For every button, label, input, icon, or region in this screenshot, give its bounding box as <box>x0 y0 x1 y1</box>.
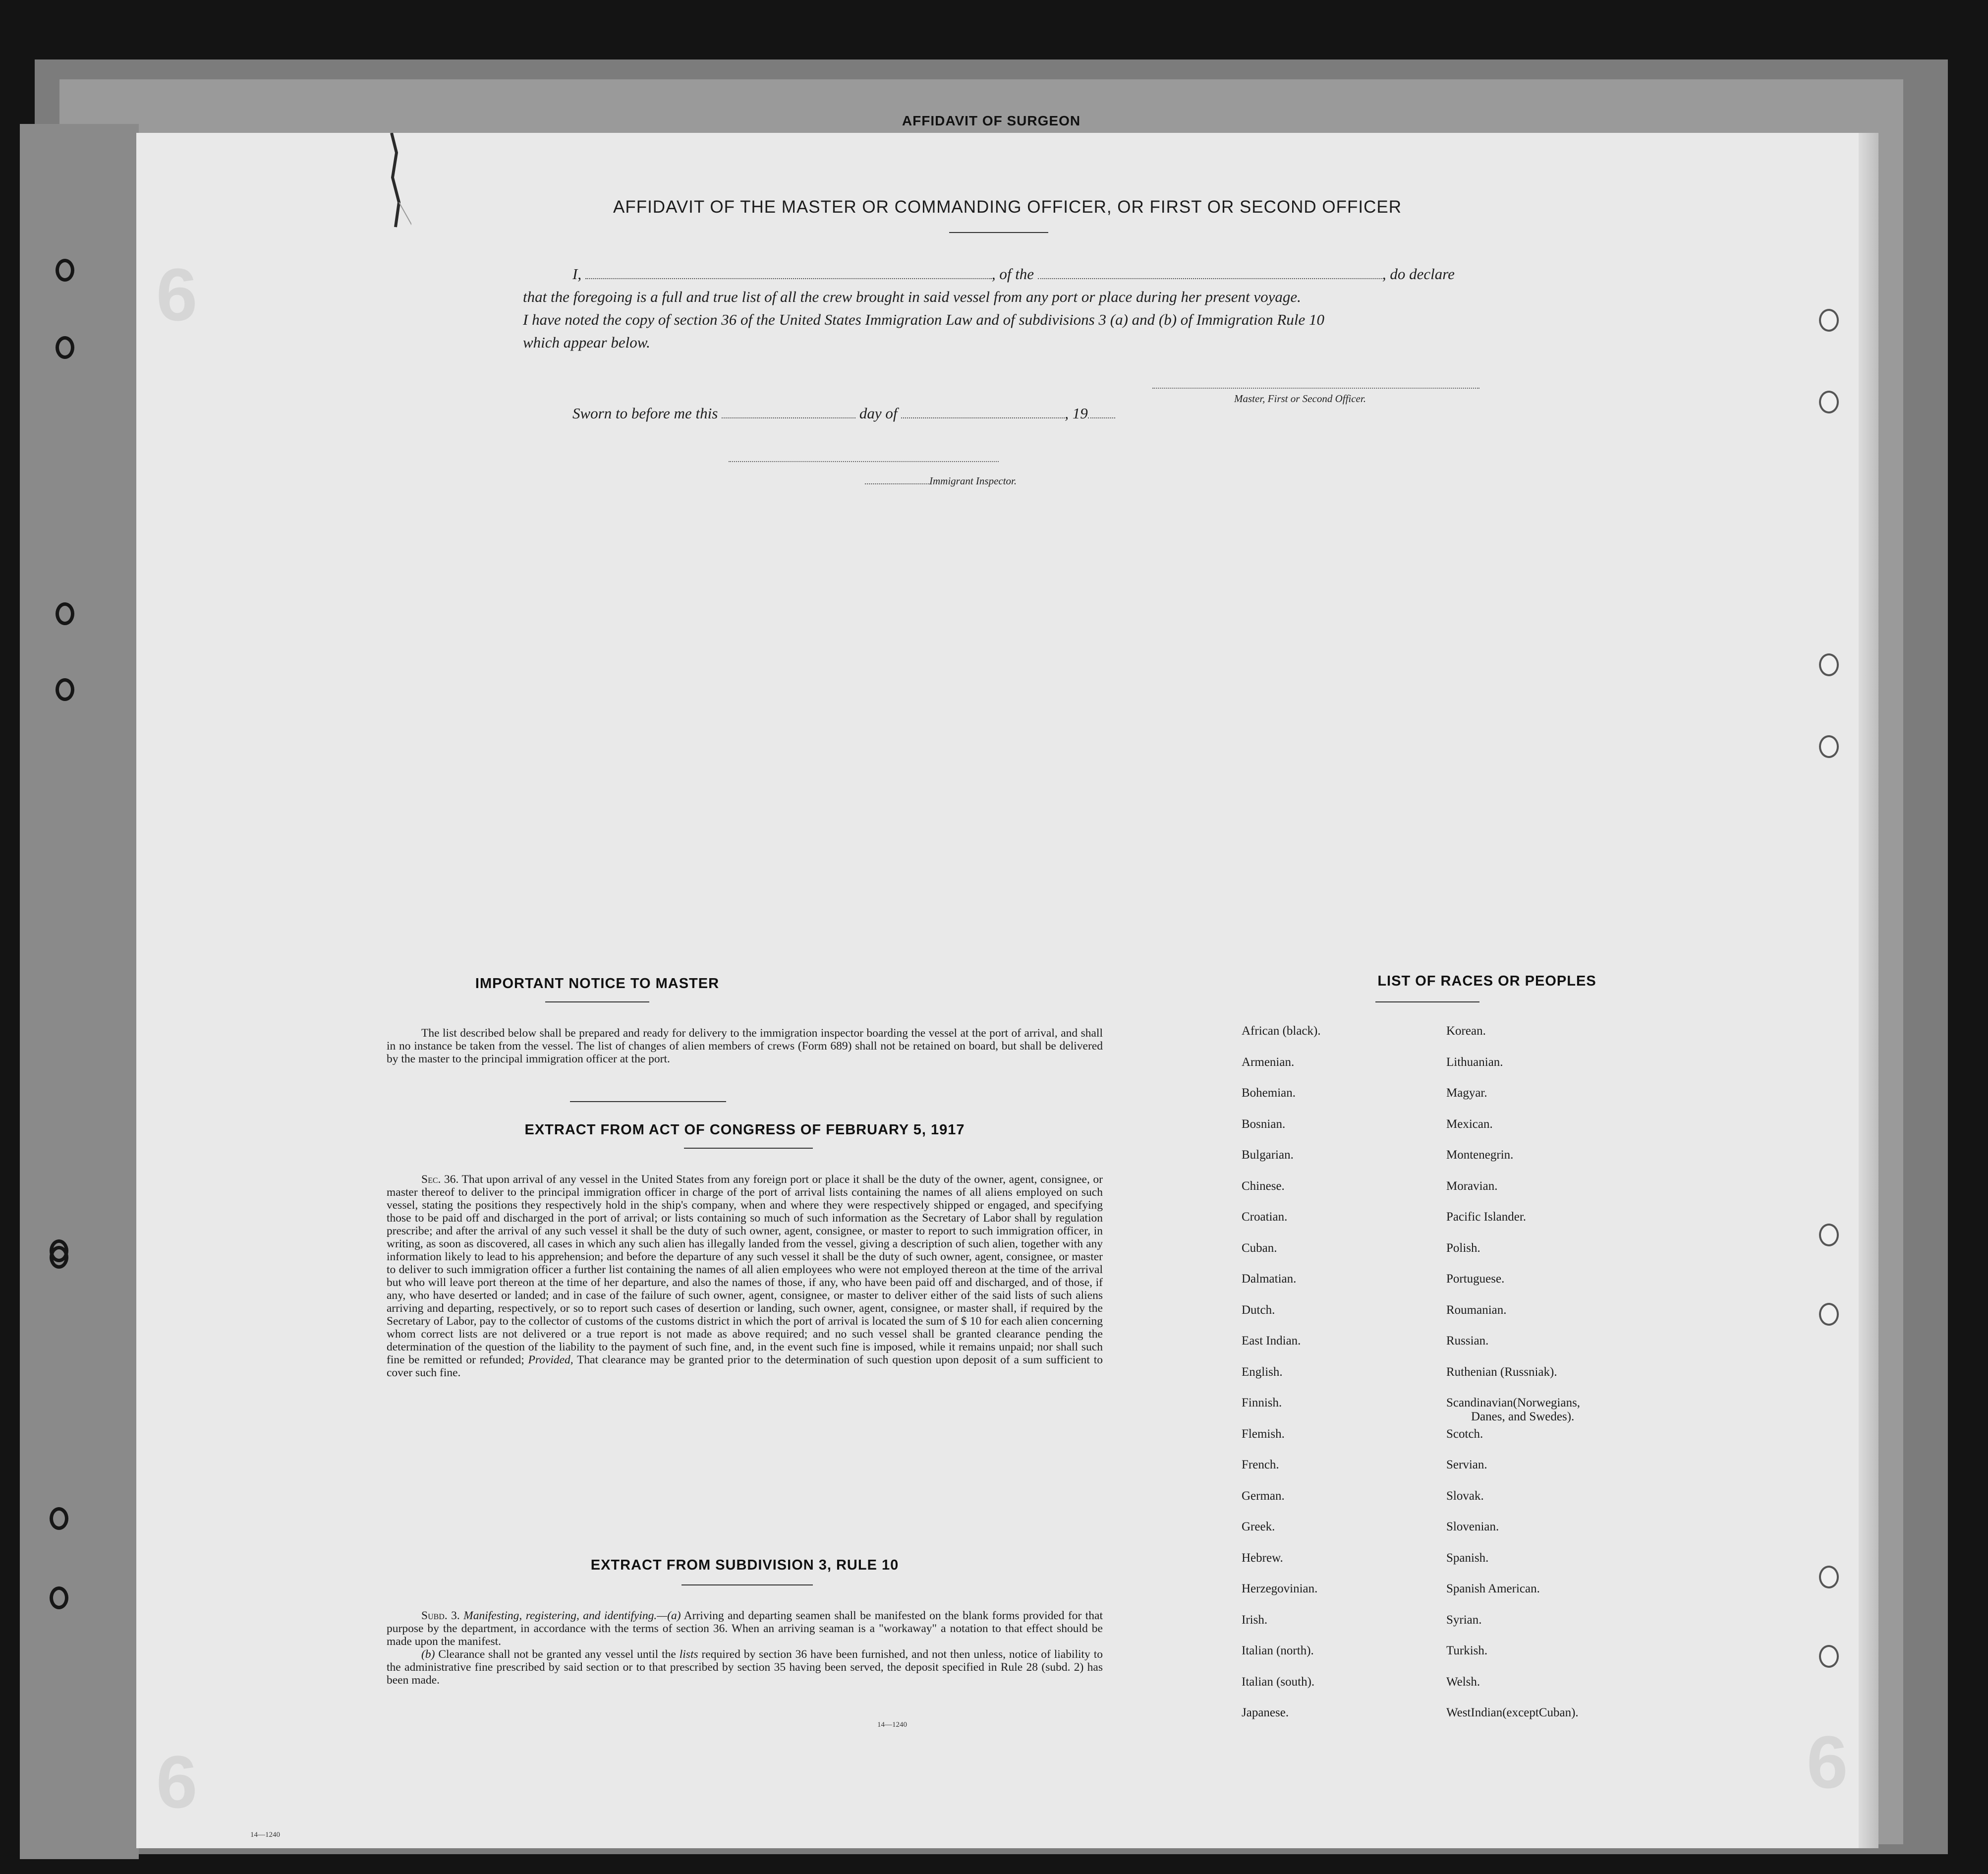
binder-ring-icon <box>56 602 74 625</box>
race-entry: Magyar. <box>1446 1086 1487 1100</box>
officer-signature-line <box>1152 388 1479 389</box>
race-entry: Dutch. <box>1242 1303 1275 1317</box>
race-entry: Scotch. <box>1446 1427 1483 1441</box>
declaration-text <box>523 263 1613 354</box>
act-extract-title: EXTRACT FROM ACT OF CONGRESS OF FEBRUARY 5, 1917 <box>524 1122 965 1138</box>
declaration-line-4: which appear below. <box>523 334 650 351</box>
race-entry: Turkish. <box>1446 1644 1488 1657</box>
sworn-statement <box>572 405 1115 422</box>
punch-hole-icon <box>1819 1303 1839 1326</box>
rule-text-b1: Clearance shall not be granted any vessel until the <box>438 1648 676 1661</box>
race-entry: Cuban. <box>1242 1241 1277 1255</box>
notice-divider <box>570 1101 726 1102</box>
race-entry: Syrian. <box>1446 1613 1482 1627</box>
rule-text-b2: required by section 36 have been furnished, and not then unless, notice of liability to the administrative fine prescribed by said section or to that prescribed by section 35 having been served, the deposit specified in Rule 28 (subd. 2) has been made. <box>387 1648 1103 1687</box>
act-section-body: That upon arrival of any vessel in the United States from any foreign port or place it shall be the duty of the owner, agent, consignee, or master thereof to deliver to the principal immigration officer in charge of the port of arrival lists containing the names of all aliens employed on such vessel, stating the positions they respectively hold in the ship's company, when and where they were respectively shipped or engaged, and specifying those to be paid off and discharged in the port of arrival; or lists containing so much of such information as the Secretary of Labor shall by regulation prescribe; and after the arrival of any such vessel it shall be the duty of such owner, agent, consignee, or master to report to such immigration officer, in writing, as soon as discovered, all cases in which any such alien has illegally landed from the vessel, giving a description of such alien, together with any information likely to lead to his apprehension; and before the departure of any such vessel it shall be the duty of such owner, agent, consignee, or master to deliver to such immigration officer a further list containing the names of all alien employees who were not employed thereon at the time of the arrival but who will leave port thereon at the time of her departure, and also the names of those, if any, who have been paid off and discharged, and of those, if any, who have deserted or landed; and in case of the failure of such owner, agent, consignee, or master to deliver either of the said lists of such aliens arriving and departing, respectively, or so to report such cases of desertion or landing, such owner, agent, consignee, or master shall, if required by the Secretary of Labor, pay to the collector of customs of the customs district in which the port of arrival is located the sum of $ 10 for each alien concerning whom correct lists are not delivered or a true report is not made as above required; and no such vessel shall be granted clearance pending the determination of the question of the liability to the payment of such fine, and, in the event such fine is imposed, while it remains unpaid; nor shall such fine be remitted or refunded; <box>387 1173 1103 1366</box>
race-entry: Herzegovinian. <box>1242 1582 1318 1595</box>
binder-ring-icon <box>50 1246 68 1269</box>
declaration-of-the: , of the <box>991 265 1034 283</box>
race-entry: Spanish American. <box>1446 1582 1540 1595</box>
race-entry: Bulgarian. <box>1242 1148 1294 1162</box>
race-entry: Irish. <box>1242 1613 1268 1627</box>
sworn-day-of: day of <box>859 405 898 422</box>
sworn-month-field <box>901 417 1065 418</box>
races-underline <box>1375 1001 1479 1002</box>
punch-hole-icon <box>1819 735 1839 758</box>
title-underline <box>949 232 1048 233</box>
race-entry: Ruthenian (Russniak). <box>1446 1365 1557 1379</box>
race-entry: Hebrew. <box>1242 1551 1283 1565</box>
rule-extract-title: EXTRACT FROM SUBDIVISION 3, RULE 10 <box>590 1557 899 1573</box>
race-entry: Dalmatian. <box>1242 1272 1297 1286</box>
race-entry: WestIndian(exceptCuban). <box>1446 1706 1579 1719</box>
punch-hole-icon <box>1819 1224 1839 1246</box>
declaration-declare: , do declare <box>1382 265 1455 283</box>
race-entry <box>1446 1396 1580 1427</box>
race-entry: Servian. <box>1446 1458 1487 1471</box>
page-edge <box>1859 133 1878 1848</box>
races-title: LIST OF RACES OR PEOPLES <box>1377 973 1596 989</box>
rule-extract-text <box>387 1609 1103 1687</box>
sworn-year-field <box>1088 417 1115 418</box>
binder-strip <box>20 124 139 1859</box>
act-provided: Provided, <box>528 1353 573 1366</box>
rule-text-a: Arriving and departing seamen shall be manifested on the blank forms provided for that purpose by the department, in accordance with the terms of section 36. When an arriving seaman is a "workaway" a notation to that effect should be made upon the manifest. <box>387 1609 1103 1648</box>
binder-ring-icon <box>56 678 74 701</box>
race-entry: Slovenian. <box>1446 1520 1499 1533</box>
act-extract-underline <box>684 1148 813 1149</box>
inspector-caption-text: Immigrant Inspector. <box>929 475 1017 487</box>
binder-ring-icon <box>56 336 74 359</box>
race-entry-scandinavian: Scandinavian(Norwegians, <box>1446 1396 1581 1409</box>
race-entry: Pacific Islander. <box>1446 1210 1527 1224</box>
race-entry: Lithuanian. <box>1446 1055 1503 1069</box>
race-entry: English. <box>1242 1365 1283 1379</box>
surgeon-affidavit-header: AFFIDAVIT OF SURGEON <box>902 113 1081 128</box>
binder-ring-icon <box>56 259 74 282</box>
race-entry: Roumanian. <box>1446 1303 1507 1317</box>
race-entry: Bosnian. <box>1242 1117 1286 1131</box>
inspector-caption <box>865 475 1017 487</box>
act-extract-text <box>387 1173 1103 1379</box>
punch-hole-icon <box>1819 1566 1839 1588</box>
races-column-1 <box>1242 1024 1321 1737</box>
race-entry: Italian (south). <box>1242 1675 1315 1689</box>
punch-hole-icon <box>1819 309 1839 332</box>
sworn-year: , 19 <box>1065 405 1088 422</box>
race-entry: Bohemian. <box>1242 1086 1296 1100</box>
officer-signature-caption: Master, First or Second Officer. <box>1234 393 1366 405</box>
race-entry: Armenian. <box>1242 1055 1295 1069</box>
race-entry: Italian (north). <box>1242 1644 1314 1657</box>
affidavit-title: AFFIDAVIT OF THE MASTER OR COMMANDING OFFICER, OR FIRST OR SECOND OFFICER <box>613 197 1402 217</box>
bleed-through-digit: 6 <box>1807 1720 1848 1804</box>
act-section-end: That clearance may be granted prior to the determination of such question upon deposit of a sum sufficient to cover such fine. <box>387 1353 1103 1379</box>
race-entry: Chinese. <box>1242 1179 1285 1193</box>
sworn-day-field <box>722 417 855 418</box>
form-number-footer: 14—1240 <box>250 1831 280 1839</box>
race-entry: East Indian. <box>1242 1334 1301 1347</box>
race-entry: Slovak. <box>1446 1489 1484 1503</box>
form-number: 14—1240 <box>877 1721 907 1729</box>
sworn-prefix: Sworn to before me this <box>572 405 718 422</box>
officer-name-field <box>585 278 992 279</box>
declaration-line-3: I have noted the copy of section 36 of the United States Immigration Law and of subdivisions 3 (a) and (b) of Immigration Rule 10 <box>523 311 1324 328</box>
declaration-i: I, <box>572 265 582 283</box>
races-column-2 <box>1446 1024 1580 1737</box>
race-entry: French. <box>1242 1458 1279 1471</box>
vessel-name-field <box>1038 278 1382 279</box>
race-entry: Greek. <box>1242 1520 1275 1533</box>
binder-ring-icon <box>50 1586 68 1609</box>
race-entry: African (black). <box>1242 1024 1321 1038</box>
race-entry: Russian. <box>1446 1334 1489 1347</box>
notice-text <box>387 1027 1103 1065</box>
inspector-dots <box>865 483 929 484</box>
race-entry: Croatian. <box>1242 1210 1288 1224</box>
rule-extract-underline <box>682 1584 813 1585</box>
rule-text-lists: lists <box>679 1648 698 1661</box>
bleed-through-digit: 6 <box>156 1740 198 1823</box>
notice-title: IMPORTANT NOTICE TO MASTER <box>475 976 720 992</box>
race-entry: Korean. <box>1446 1024 1486 1038</box>
race-entry: Montenegrin. <box>1446 1148 1514 1162</box>
race-entry: Welsh. <box>1446 1675 1480 1689</box>
punch-hole-icon <box>1819 391 1839 413</box>
inspector-signature-line <box>729 461 999 462</box>
race-entry: Spanish. <box>1446 1551 1489 1565</box>
race-entry-scandinavian-cont: Danes, and Swedes). <box>1471 1410 1575 1423</box>
race-entry: Japanese. <box>1242 1706 1289 1719</box>
race-entry: Polish. <box>1446 1241 1480 1255</box>
punch-hole-icon <box>1819 653 1839 676</box>
declaration-line-2: that the foregoing is a full and true list of all the crew brought in said vessel from any port or place during her present voyage. <box>523 288 1301 305</box>
rule-subd-label: Subd. 3. <box>421 1609 460 1622</box>
notice-body: The list described below shall be prepared and ready for delivery to the immigration inspector boarding the vessel at the port of arrival, and shall in no instance be taken from the vessel. The list of changes of alien members of crews (Form 689) shall not be retained on board, but shall be delivered by the master to the principal immigration officer at the port. <box>387 1027 1103 1065</box>
act-section-label: Sec. 36. <box>421 1173 459 1186</box>
race-entry: Finnish. <box>1242 1396 1282 1409</box>
affidavit-page <box>136 133 1878 1848</box>
punch-hole-icon <box>1819 1645 1839 1668</box>
race-entry: Moravian. <box>1446 1179 1498 1193</box>
race-entry: Portuguese. <box>1446 1272 1505 1286</box>
race-entry: Flemish. <box>1242 1427 1285 1441</box>
rule-subd-heading: Manifesting, registering, and identifying.—(a) <box>463 1609 681 1622</box>
race-entry: German. <box>1242 1489 1285 1503</box>
binder-ring-icon <box>50 1507 68 1530</box>
bleed-through-digit: 6 <box>156 253 198 336</box>
rule-b-label: (b) <box>421 1648 435 1661</box>
race-entry: Mexican. <box>1446 1117 1493 1131</box>
notice-underline <box>545 1001 649 1002</box>
